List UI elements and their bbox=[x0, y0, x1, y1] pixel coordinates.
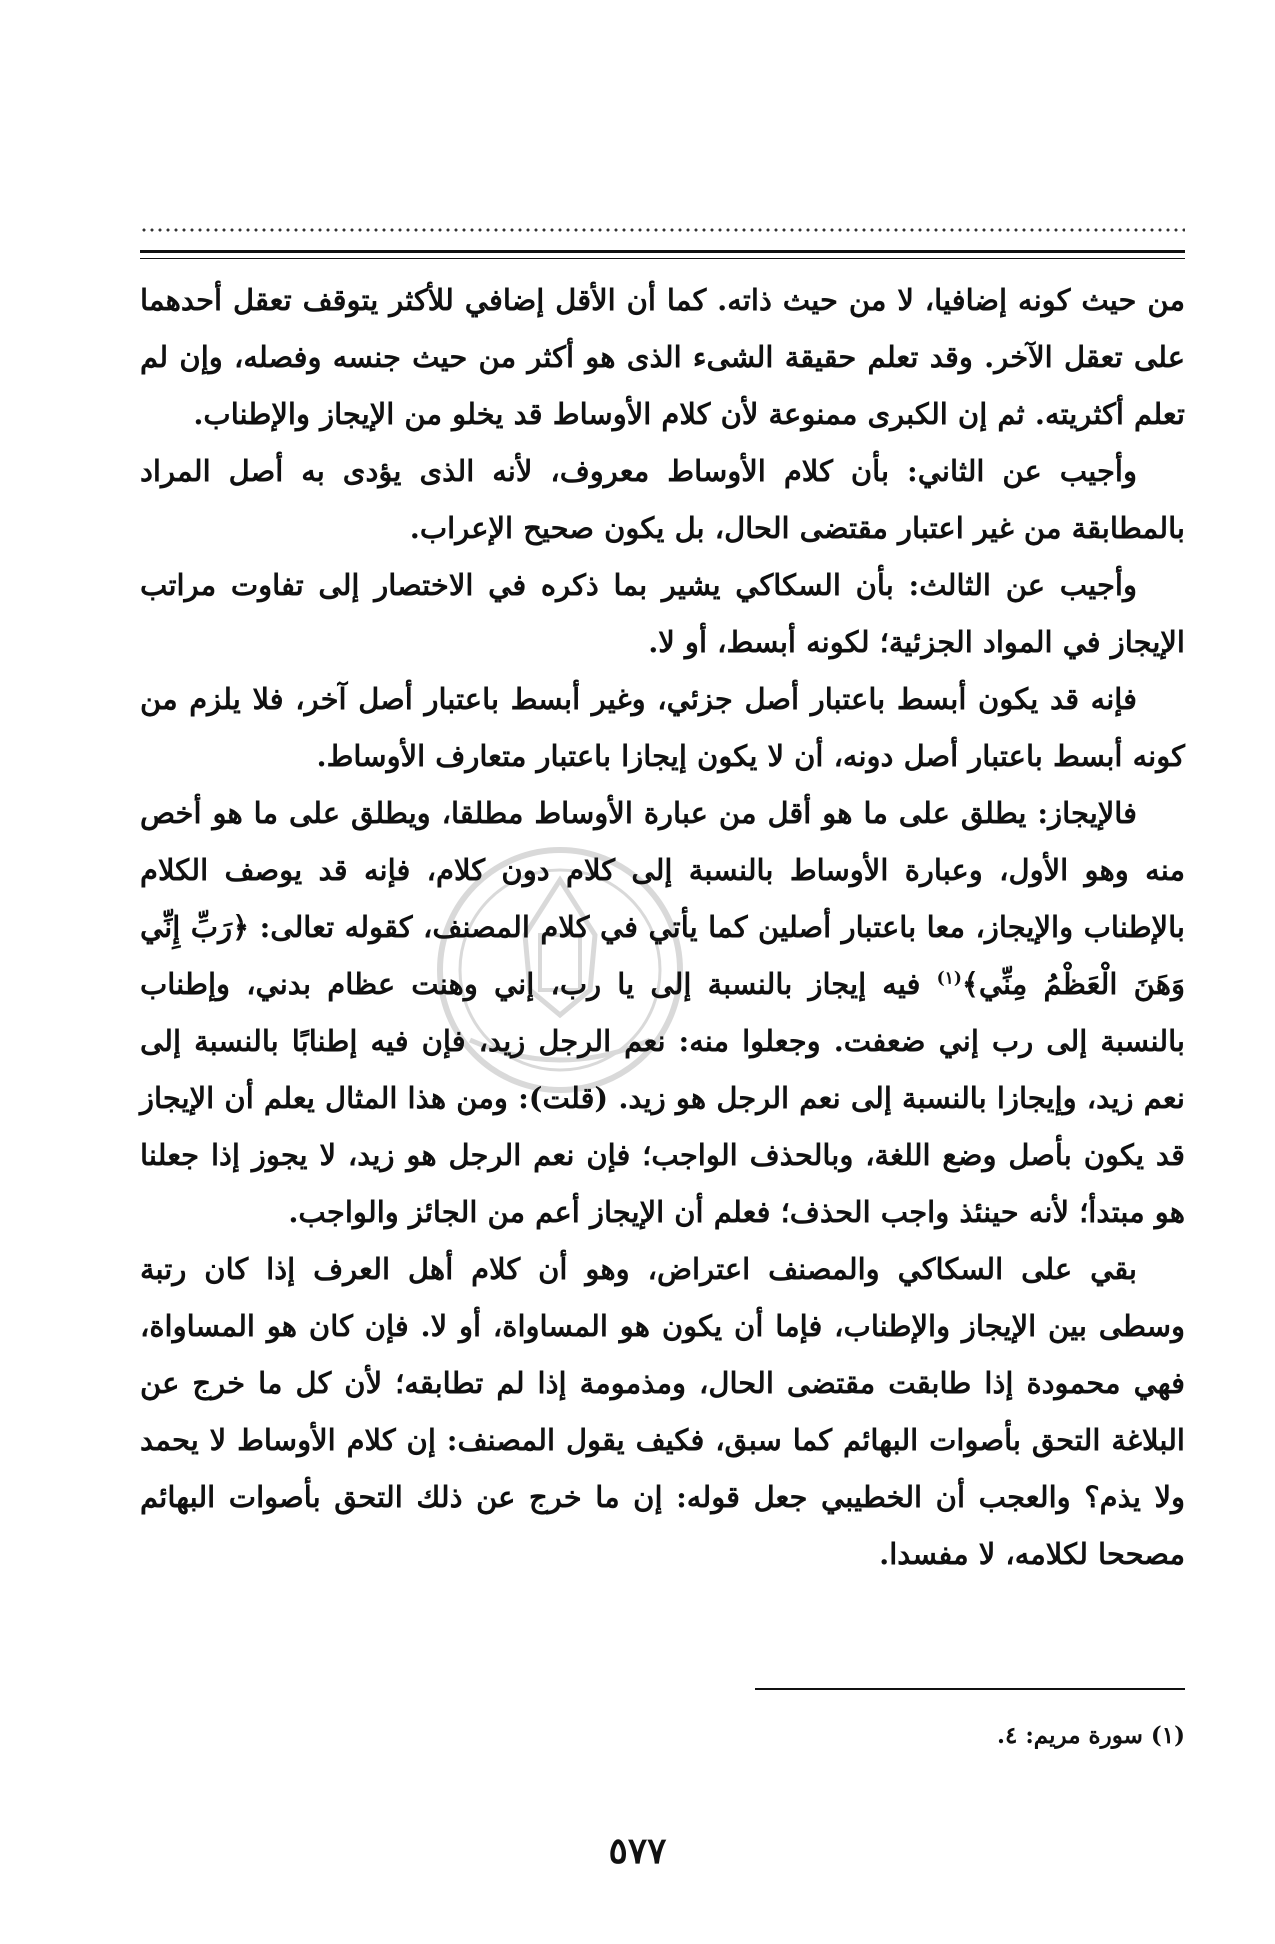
footnote-separator bbox=[755, 1688, 1185, 1690]
paragraph-5 bbox=[140, 785, 1185, 1241]
header-thick-rule bbox=[140, 250, 1185, 253]
paragraph-1: من حيث كونه إضافيا، لا من حيث ذاته. كما أن الأقل إضافي للأكثر يتوقف تعقل أحدهما على تعقل الآخر. وقد تعلم حقيقة الشىء الذى هو أكثر من حيث جنسه وفصله، وإن لم تعلم أكثريته. ثم إن الكبرى ممنوعة لأن كلام الأوساط قد يخلو من الإيجاز والإطناب. bbox=[140, 283, 1185, 431]
paragraph-6: بقي على السكاكي والمصنف اعتراض، وهو أن كلام أهل العرف إذا كان رتبة وسطى بين الإيجاز والإطناب، فإما أن يكون هو المساواة، أو لا. فإن كان هو المساواة، فهي محمودة إذا طابقت مقتضى الحال، ومذمومة إذا لم تطابقه؛ لأن كل ما خرج عن البلاغة التحق بأصوات البهائم كما سبق، فكيف يقول المصنف: إن كلام الأوساط لا يحمد ولا يذم؟ والعجب أن الخطيبي جعل قوله: إن ما خرج عن ذلك التحق بأصوات البهائم مصححا لكلامه، لا مفسدا. bbox=[140, 1252, 1185, 1571]
paragraph-4: فإنه قد يكون أبسط باعتبار أصل جزئي، وغير أبسط باعتبار أصل آخر، فلا يلزم من كونه أبسط باعتبار أصل دونه، أن لا يكون إيجازا باعتبار متعارف الأوساط. bbox=[140, 682, 1185, 773]
paragraph-3: وأجيب عن الثالث: بأن السكاكي يشير بما ذكره في الاختصار إلى تفاوت مراتب الإيجاز في المواد الجزئية؛ لكونه أبسط، أو لا. bbox=[140, 568, 1185, 659]
page-number: ٥٧٧ bbox=[608, 1830, 667, 1872]
paragraph-5-text-after: فيه إيجاز بالنسبة إلى يا رب، إني وهنت عظام بدني، وإطناب بالنسبة إلى رب إني ضعفت. وجعلوا منه: نعم الرجل زيد، فإن فيه إطنابًا بالنسبة إلى نعم زيد، وإيجازا بالنسبة إلى نعم الرجل هو زيد. (قلت): ومن هذا المثال يعلم أن الإيجاز قد يكون بأصل وضع اللغة، وبالحذف الواجب؛ فإن نعم الرجل هو زيد، لا يجوز إذا جعلنا هو مبتدأ؛ لأنه حينئذ واجب الحذف؛ فعلم أن الإيجاز أعم من الجائز والواجب. bbox=[140, 967, 1185, 1229]
header-dotted-rule bbox=[140, 228, 1185, 232]
main-text bbox=[140, 272, 1185, 1583]
footnote-marker: (١) bbox=[936, 968, 962, 989]
paragraph-5-text-before: فالإيجاز: يطلق على ما هو أقل من عبارة الأوساط مطلقا، ويطلق على ما هو أخص منه وهو الأول، وعبارة الأوساط بالنسبة إلى كلام دون كلام، فإنه قد يوصف الكلام بالإطناب والإيجاز، معا باعتبار أصلين كما يأتي في كلام المصنف، كقوله تعالى: bbox=[140, 796, 1185, 944]
footnote: (١) سورة مريم: ٤. bbox=[996, 1722, 1185, 1749]
header-thin-rule bbox=[140, 258, 1185, 259]
paragraph-2: وأجيب عن الثاني: بأن كلام الأوساط معروف، لأنه الذى يؤدى به أصل المراد بالمطابقة من غير اعتبار مقتضى الحال، بل يكون صحيح الإعراب. bbox=[140, 454, 1185, 545]
quran-verse: ﴿رَبِّ إِنِّي وَهَنَ الْعَظْمُ مِنِّي﴾ bbox=[140, 910, 1185, 1001]
